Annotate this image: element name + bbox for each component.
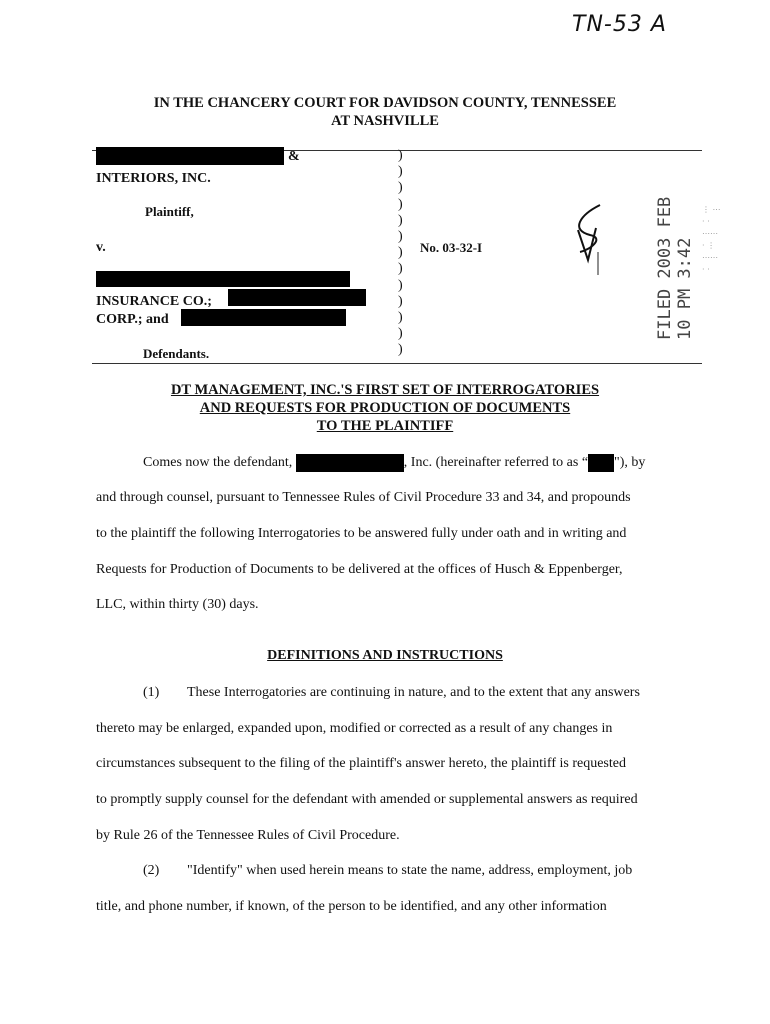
document-title-line1: DT MANAGEMENT, INC.'S FIRST SET OF INTERROGATORIES (170, 382, 600, 398)
redaction-defendant-2 (228, 289, 366, 306)
intro-line2: and through counsel, pursuant to Tennessee Rules of Civil Procedure 33 and 34, and propounds (96, 490, 631, 505)
quote-open: “ (581, 455, 589, 470)
court-name: IN THE CHANCERY COURT FOR DAVIDSON COUNTY, TENNESSEE (153, 95, 617, 111)
redaction-plaintiff (96, 147, 284, 165)
plaintiff-name: INTERIORS, INC. (96, 171, 211, 186)
handwritten-note: TN-53 A (572, 12, 667, 37)
redaction-defendant-name (296, 454, 404, 472)
caption-bottom-rule (92, 363, 702, 364)
document-title-line2: AND REQUESTS FOR PRODUCTION OF DOCUMENTS (199, 400, 571, 416)
defendants-label: Defendants. (143, 346, 210, 361)
item-1-number: (1) (143, 685, 160, 700)
item-1-line5: by Rule 26 of the Tennessee Rules of Civil Procedure. (96, 828, 400, 843)
defendant-line1: INSURANCE CO.; (96, 294, 212, 309)
versus: v. (96, 240, 106, 255)
item-1-line2: thereto may be enlarged, expanded upon, modified or corrected as a result of any changes in (96, 721, 613, 736)
item-1-line1: These Interrogatories are continuing in nature, and to the extent that any answers (187, 685, 640, 700)
plaintiff-amp: & (288, 149, 300, 164)
intro-line5: LLC, within thirty (30) days. (96, 597, 259, 612)
intro-line3: to the plaintiff the following Interrogatories to be answered fully under oath and in writing and (96, 526, 627, 541)
filing-stamp (560, 180, 740, 340)
item-2-line1: "Identify" when used herein means to state the name, address, employment, job (187, 863, 633, 878)
case-number: No. 03-32-I (420, 240, 483, 255)
redaction-abbrev (588, 454, 614, 472)
plaintiff-label: Plaintiff, (145, 204, 194, 219)
document-title-line3: TO THE PLAINTIFF (316, 418, 454, 434)
section-heading: DEFINITIONS AND INSTRUCTIONS (267, 648, 503, 663)
redaction-defendant-3 (181, 309, 346, 326)
item-1-line4: to promptly supply counsel for the defendant with amended or supplemental answers as required (96, 792, 638, 807)
intro-line1: Comes now the defendant, , Inc. (hereinafter referred to as “ "), by (143, 455, 646, 470)
stamp-side-marks: ⋮ ⋯ · · ⋯⋯ · ⋮ ⋯⋯ · · (702, 205, 721, 274)
filed-stamp-text: FILED 2003 FEB 10 PM 3:42 (655, 196, 695, 340)
court-location: AT NASHVILLE (331, 113, 439, 129)
signature-mark (560, 190, 620, 280)
defendant-line2: CORP.; and (96, 312, 169, 327)
caption-parens: ) ) ) ) ) ) ) ) ) ) ) ) ) (398, 148, 403, 358)
item-1-line3: circumstances subsequent to the filing of the plaintiff's answer hereto, the plaintiff is requested (96, 756, 626, 771)
item-2-number: (2) (143, 863, 160, 878)
intro-line4: Requests for Production of Documents to be delivered at the offices of Husch & Eppenberger, (96, 562, 623, 577)
item-2-line2: title, and phone number, if known, of the person to be identified, and any other information (96, 899, 607, 914)
redaction-defendant-1 (96, 271, 350, 287)
